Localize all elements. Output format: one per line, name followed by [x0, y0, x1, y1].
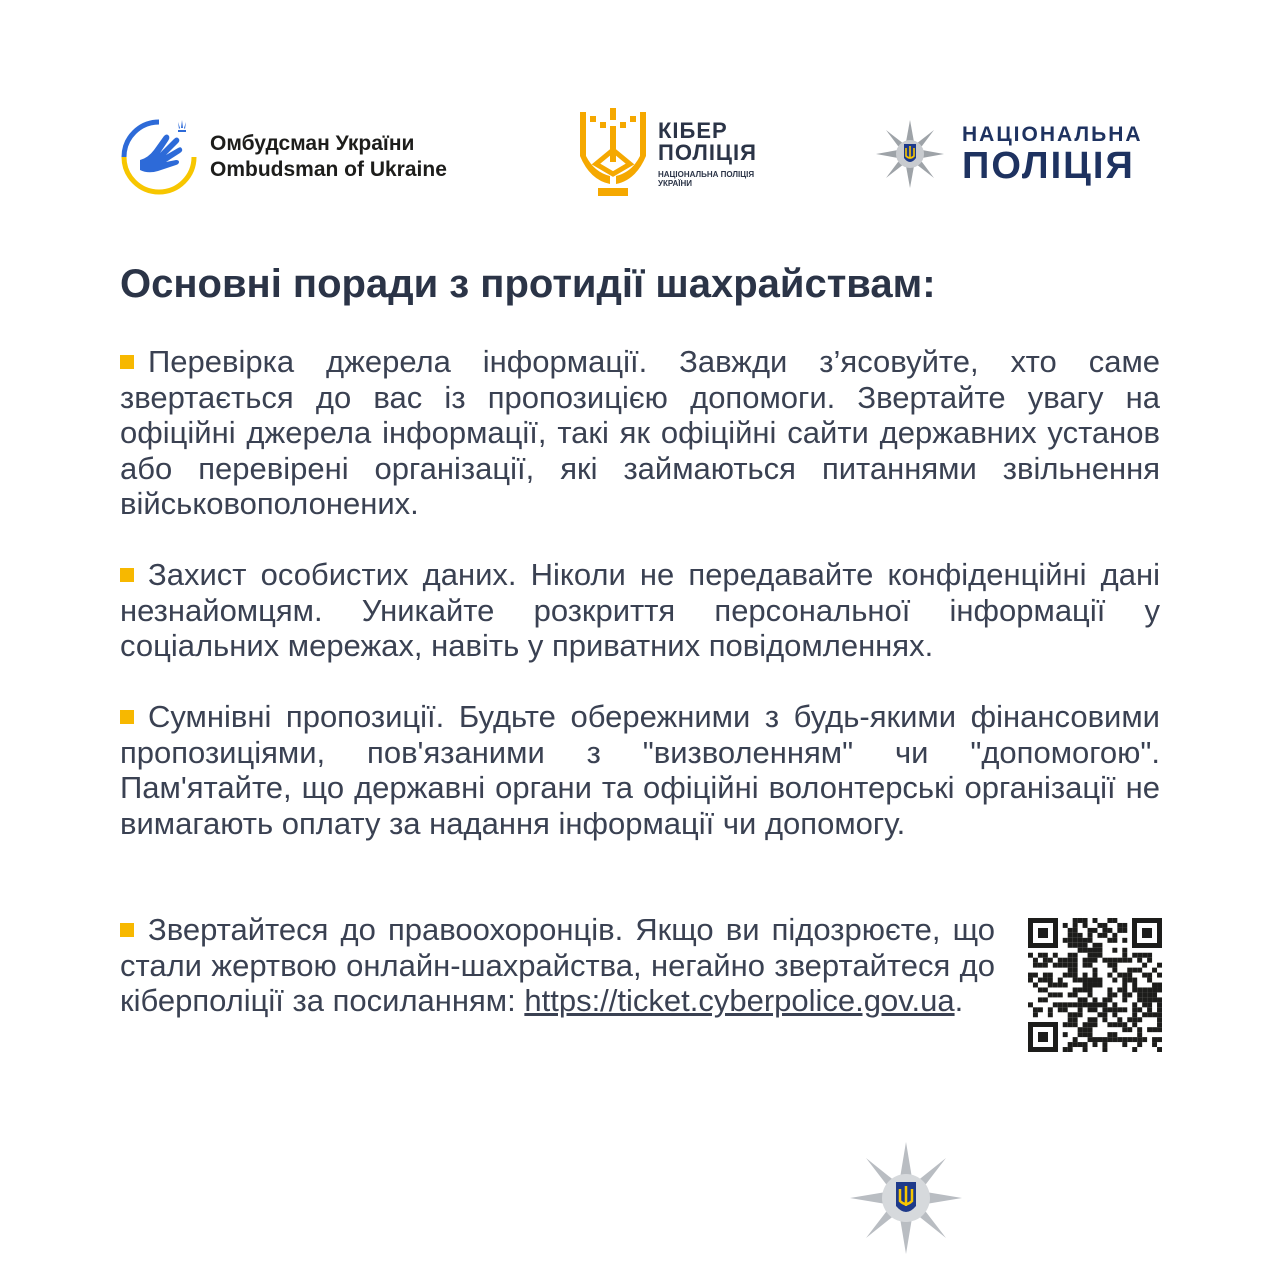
cyberpolice-logo	[578, 108, 757, 200]
ombudsman-name-ua: Омбудсман України	[210, 132, 415, 155]
national-police-title-1: НАЦІОНАЛЬНА	[962, 123, 1143, 146]
tip-text: Сумнівні пропозиції. Будьте обережними з будь-якими фінансовими пропозиціями, пов'язаними з "визволенням" чи "допомогою". Пам'ятайте, що державні органи та офіційні волонтерські організації не вимагають оплату за надання інформації чи допомогу.	[120, 699, 1160, 841]
tip-text: Звертайтеся до правоохоронців. Якщо ви підозрюєте, що стали жертвою онлайн-шахрайства, негайно звертайтеся до кіберполіції за посиланням:	[120, 912, 995, 1018]
cyber-title-2: ПОЛІЦІЯ	[658, 140, 757, 165]
cyber-title-1: КІБЕР	[658, 118, 728, 143]
trident-icon	[578, 108, 648, 200]
qr-code-icon[interactable]	[1028, 918, 1162, 1052]
bullet-square	[120, 923, 134, 937]
tip-item	[120, 344, 1160, 522]
link-suffix: .	[954, 983, 964, 1018]
cyber-sub-2: УКРАЇНИ	[658, 179, 693, 188]
bullet-square	[120, 710, 134, 724]
bullet-square	[120, 568, 134, 582]
police-star-icon	[876, 120, 944, 188]
ombudsman-hand-icon	[118, 116, 200, 198]
logo-bar	[0, 108, 1280, 208]
tip-item	[120, 557, 1160, 664]
police-star-icon	[850, 1142, 962, 1254]
tip-text: Захист особистих даних. Ніколи не передавайте конфіденційні дані незнайомцям. Уникайте розкриття персональної інформації у соціальних мережах, навіть у приватних повідомленнях.	[120, 557, 1160, 663]
tip-item	[120, 699, 1160, 841]
tip-text: Перевірка джерела інформації. Завжди з’ясовуйте, хто саме звертається до вас із пропозицією допомоги. Звертайте увагу на офіційні джерела інформації, такі як офіційні сайти державних установ або перевірені організації, які займаються питаннями звільнення військовополонених.	[120, 344, 1160, 521]
ombudsman-logo	[118, 116, 447, 198]
national-police-logo	[876, 120, 1143, 188]
tip-item	[120, 912, 995, 1019]
national-police-title-2: ПОЛІЦІЯ	[962, 145, 1135, 187]
cyberpolice-link[interactable]: https://ticket.cyberpolice.gov.ua	[524, 983, 955, 1018]
bullet-square	[120, 355, 134, 369]
cyber-sub-1: НАЦІОНАЛЬНА ПОЛІЦІЯ	[658, 170, 755, 179]
page-title: Основні поради з протидії шахрайствам:	[120, 262, 936, 306]
ombudsman-name-en: Ombudsman of Ukraine	[210, 158, 447, 181]
